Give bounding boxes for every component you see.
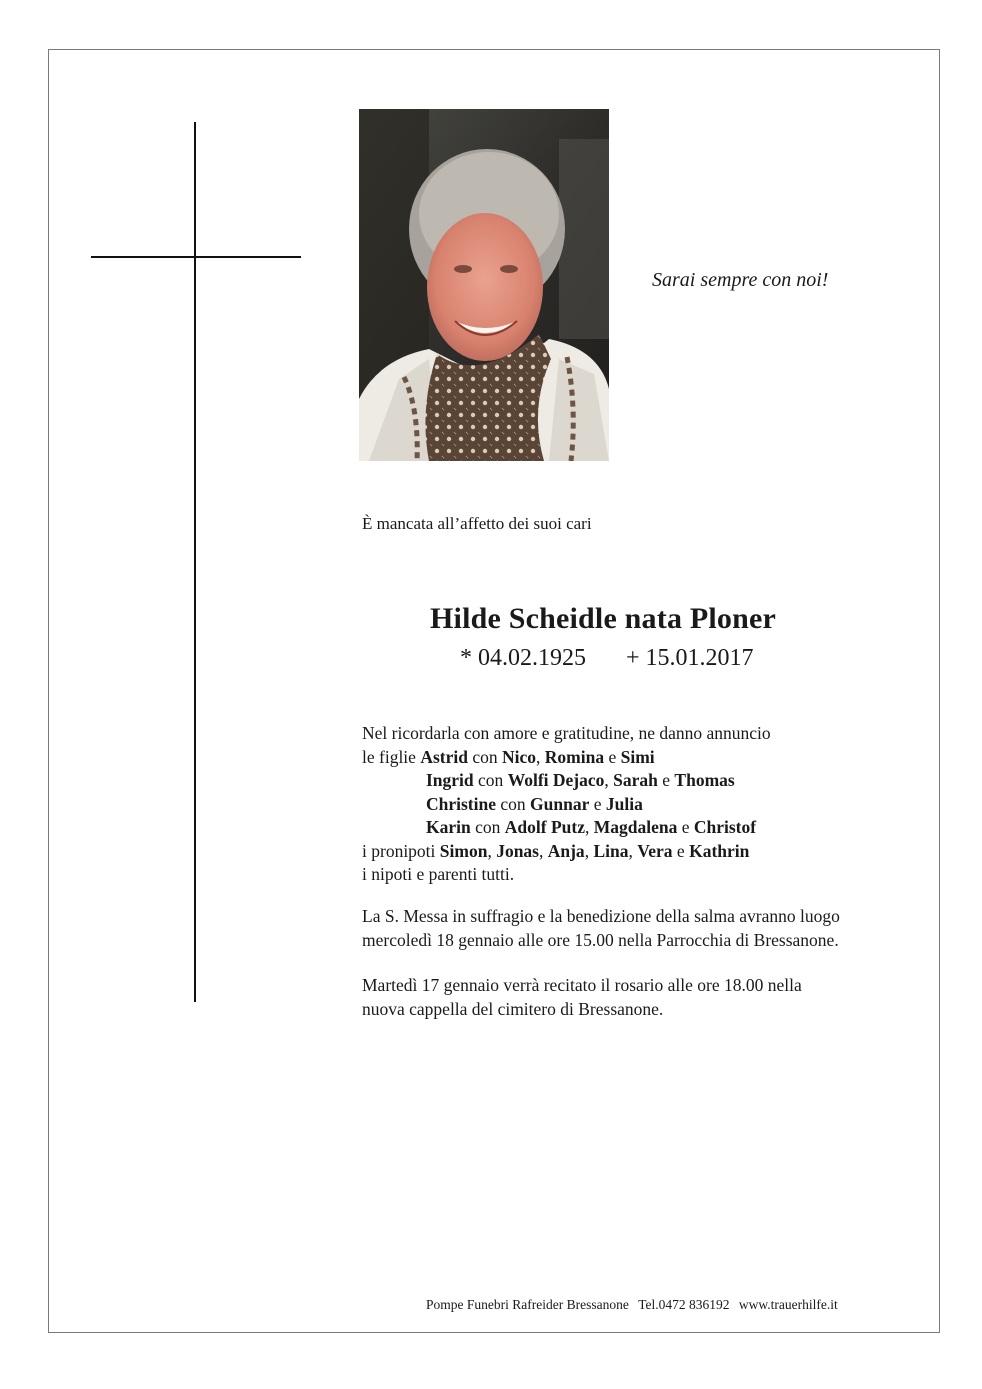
footer-phone: Tel.0472 836192 (638, 1297, 730, 1312)
rosary-paragraph (362, 974, 802, 1021)
name-romina: Romina (544, 746, 605, 767)
rosary-line-1: Martedì 17 gennaio verrà recitato il rosario alle ore 18.00 nella (362, 975, 802, 995)
name-kathrin: Kathrin (689, 840, 750, 861)
daughters-label: le figlie (362, 746, 421, 767)
connector: , (538, 840, 548, 861)
grandchildren-line (362, 840, 771, 864)
connector: , (487, 840, 497, 861)
connector: con (496, 793, 531, 814)
name-christof: Christof (693, 817, 757, 837)
connector: , (628, 840, 638, 861)
name-ingrid: Ingrid (426, 770, 474, 790)
daughter-line-ingrid (362, 769, 771, 793)
relatives-line: i nipoti e parenti tutti. (362, 864, 515, 884)
connector: , (604, 770, 614, 790)
connector: e (677, 817, 694, 837)
connector: e (589, 793, 606, 814)
birth-date: * 04.02.1925 (460, 645, 586, 671)
connector: con (470, 817, 505, 837)
mass-line-1: La S. Messa in suffragio e la benedizione della salma avranno luogo (362, 906, 840, 926)
name-sarah: Sarah (613, 770, 658, 790)
mass-line-2: mercoledì 18 gennaio alle ore 15.00 nella Parrocchia di Bressanone. (362, 929, 839, 950)
name-karin: Karin (426, 817, 471, 837)
name-thomas: Thomas (674, 770, 735, 790)
motto: Sarai sempre con noi! (652, 269, 829, 291)
intro-text: È mancata all’affetto dei suoi cari (362, 514, 592, 533)
footer-company: Pompe Funebri Rafreider Bressanone (426, 1297, 629, 1312)
death-date: + 15.01.2017 (626, 645, 754, 671)
announcement-paragraph (362, 722, 771, 887)
name-simon: Simon (439, 840, 488, 861)
deceased-name: Hilde Scheidle nata Ploner (430, 602, 777, 635)
name-lina: Lina (593, 840, 629, 861)
name-anja: Anja (547, 840, 585, 861)
connector: e (604, 746, 621, 767)
name-adolf: Adolf Putz (504, 817, 585, 837)
life-dates (460, 645, 754, 672)
daughter-line-christine (362, 793, 771, 817)
cross-icon (194, 122, 196, 1002)
name-gunnar: Gunnar (530, 793, 590, 814)
name-vera: Vera (637, 840, 673, 861)
footer (426, 1297, 838, 1313)
name-wolfi: Wolfi Dejaco (507, 770, 605, 790)
mass-paragraph (362, 905, 840, 952)
name-simi: Simi (620, 746, 655, 767)
name-christine: Christine (426, 793, 496, 814)
connector: e (657, 770, 675, 790)
rosary-line-2: nuova cappella del cimitero di Bressanone. (362, 998, 664, 1019)
name-jonas: Jonas (496, 840, 539, 861)
name-julia: Julia (605, 793, 643, 814)
daughter-line-karin (362, 816, 771, 840)
portrait-photo (359, 109, 609, 461)
connector: con (473, 770, 508, 790)
connector: , (584, 817, 594, 837)
cross-icon-arm (91, 256, 301, 258)
connector: , (536, 746, 545, 767)
announcement-line: Nel ricordarla con amore e gratitudine, ne danno annuncio (362, 723, 771, 743)
name-nico: Nico (501, 746, 537, 767)
daughter-line-astrid (362, 746, 771, 770)
connector: , (584, 840, 594, 861)
connector: con (467, 746, 502, 767)
name-astrid: Astrid (420, 746, 468, 767)
name-magdalena: Magdalena (593, 817, 678, 837)
connector: e (672, 840, 690, 861)
footer-website: www.trauerhilfe.it (738, 1297, 838, 1312)
grandchildren-label: i pronipoti (362, 840, 440, 861)
